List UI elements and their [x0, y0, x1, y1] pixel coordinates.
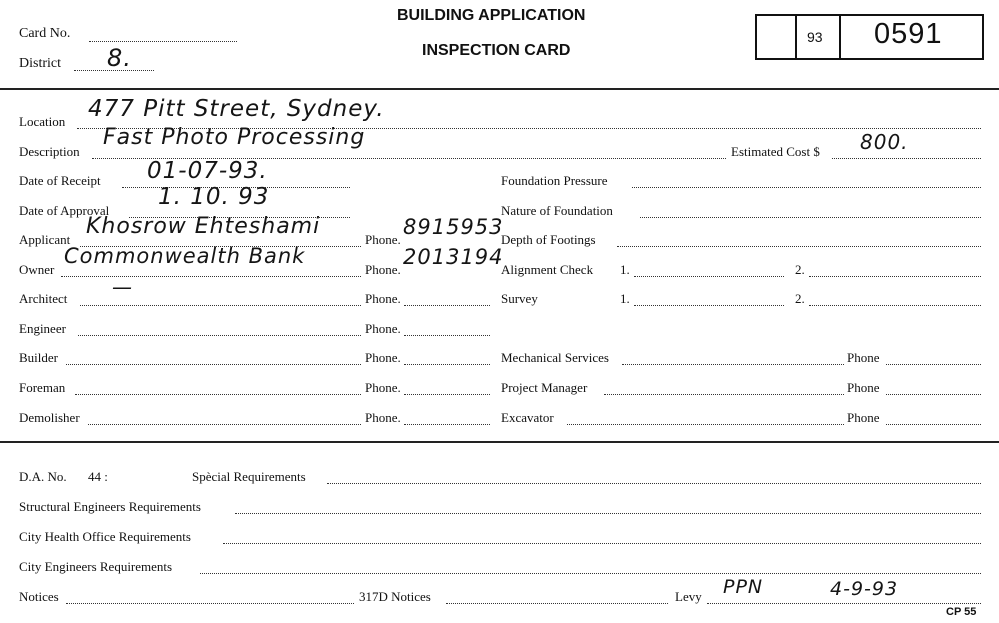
box-divider-2	[839, 14, 841, 60]
foreman-phone-label: Phone.	[365, 380, 401, 395]
foreman-label: Foreman	[19, 380, 66, 395]
applicant-label: Applicant	[19, 232, 71, 247]
owner-phone-label: Phone.	[365, 262, 401, 277]
demolisher-field[interactable]	[88, 424, 361, 425]
applicant-value: Khosrow Ehteshami	[86, 214, 321, 239]
alignment-field-2[interactable]	[809, 276, 981, 277]
divider-middle	[0, 441, 999, 443]
builder-phone-label: Phone.	[365, 350, 401, 365]
divider-top	[0, 88, 999, 90]
project-manager-field[interactable]	[604, 394, 844, 395]
engineer-phone-label: Phone.	[365, 321, 401, 336]
survey-field-1[interactable]	[634, 305, 784, 306]
demolisher-phone-label: Phone.	[365, 410, 401, 425]
district-label: District	[19, 56, 61, 71]
owner-value: Commonwealth Bank	[64, 244, 306, 268]
health-field[interactable]	[223, 543, 981, 544]
box-number: 0591	[874, 18, 943, 50]
excavator-phone-field[interactable]	[886, 424, 981, 425]
builder-phone-field[interactable]	[404, 364, 490, 365]
date-receipt-label: Date of Receipt	[19, 173, 101, 188]
alignment-field-1[interactable]	[634, 276, 784, 277]
estimated-cost-value: 800.	[860, 130, 909, 154]
date-receipt-value: 01-07-93.	[147, 158, 268, 184]
demolisher-label: Demolisher	[19, 410, 80, 425]
notices-label: Notices	[19, 589, 59, 604]
alignment-num1: 1.	[620, 262, 630, 277]
date-approval-value: 1. 10. 93	[158, 184, 270, 210]
engineer-field[interactable]	[78, 335, 361, 336]
health-label: City Health Office Requirements	[19, 529, 191, 544]
alignment-num2: 2.	[795, 262, 805, 277]
nature-foundation-field[interactable]	[640, 217, 981, 218]
box-divider-1	[795, 14, 797, 60]
survey-label: Survey	[501, 291, 538, 306]
levy-label: Levy	[675, 589, 702, 604]
foundation-pressure-field[interactable]	[632, 187, 981, 188]
estimated-cost-label: Estimated Cost $	[731, 144, 820, 159]
estimated-cost-field[interactable]	[832, 158, 981, 159]
notices-field[interactable]	[66, 603, 354, 604]
levy-date: 4-9-93	[830, 578, 899, 600]
mechanical-field[interactable]	[622, 364, 844, 365]
notices-317d-field[interactable]	[446, 603, 668, 604]
architect-value: —	[112, 275, 133, 299]
project-manager-phone-field[interactable]	[886, 394, 981, 395]
mechanical-phone-label: Phone	[847, 350, 880, 365]
card-number-box	[755, 14, 984, 60]
builder-field[interactable]	[66, 364, 361, 365]
foreman-phone-field[interactable]	[404, 394, 490, 395]
date-approval-label: Date of Approval	[19, 203, 110, 218]
form-code: CP 55	[946, 606, 977, 618]
owner-field[interactable]	[61, 276, 361, 277]
structural-label: Structural Engineers Requirements	[19, 499, 201, 514]
card-no-label: Card No.	[19, 26, 71, 41]
applicant-phone-label: Phone.	[365, 232, 401, 247]
excavator-label: Excavator	[501, 410, 554, 425]
owner-label: Owner	[19, 262, 55, 277]
project-manager-label: Project Manager	[501, 380, 588, 395]
box-prefix: 93	[807, 29, 823, 45]
survey-field-2[interactable]	[809, 305, 981, 306]
special-requirements-field[interactable]	[327, 483, 981, 484]
architect-phone-field[interactable]	[404, 305, 490, 306]
da-no-label: D.A. No.	[19, 469, 67, 484]
project-manager-phone-label: Phone	[847, 380, 880, 395]
mechanical-label: Mechanical Services	[501, 350, 609, 365]
architect-label: Architect	[19, 291, 68, 306]
city-engineers-field[interactable]	[200, 573, 981, 574]
district-value: 8.	[107, 44, 132, 72]
excavator-field[interactable]	[567, 424, 844, 425]
notices-317d-label: 317D Notices	[359, 589, 431, 604]
special-requirements-label: Spècial Requirements	[192, 469, 306, 484]
structural-field[interactable]	[235, 513, 981, 514]
engineer-label: Engineer	[19, 321, 66, 336]
da-no-value: 44 :	[88, 469, 108, 484]
alignment-check-label: Alignment Check	[501, 262, 594, 277]
demolisher-phone-field[interactable]	[404, 424, 490, 425]
card-no-field[interactable]	[89, 41, 237, 42]
form-title-line1: BUILDING APPLICATION	[397, 7, 586, 24]
city-engineers-label: City Engineers Requirements	[19, 559, 173, 574]
location-label: Location	[19, 114, 66, 129]
survey-num1: 1.	[620, 291, 630, 306]
levy-field[interactable]	[707, 603, 981, 604]
levy-value: PPN	[723, 576, 764, 598]
builder-label: Builder	[19, 350, 58, 365]
foreman-field[interactable]	[75, 394, 361, 395]
architect-field[interactable]	[80, 305, 361, 306]
applicant-phone-value: 8915953	[403, 215, 504, 239]
excavator-phone-label: Phone	[847, 410, 880, 425]
owner-phone-value: 2013194	[403, 245, 504, 269]
depth-footings-field[interactable]	[617, 246, 981, 247]
mechanical-phone-field[interactable]	[886, 364, 981, 365]
description-label: Description	[19, 144, 80, 159]
architect-phone-label: Phone.	[365, 291, 401, 306]
depth-footings-label: Depth of Footings	[501, 232, 596, 247]
form-title-line2: INSPECTION CARD	[422, 42, 571, 59]
description-value: Fast Photo Processing	[103, 125, 366, 150]
nature-foundation-label: Nature of Foundation	[501, 203, 613, 218]
foundation-pressure-label: Foundation Pressure	[501, 173, 608, 188]
survey-num2: 2.	[795, 291, 805, 306]
location-value: 477 Pitt Street, Sydney.	[88, 96, 385, 122]
engineer-phone-field[interactable]	[404, 335, 490, 336]
